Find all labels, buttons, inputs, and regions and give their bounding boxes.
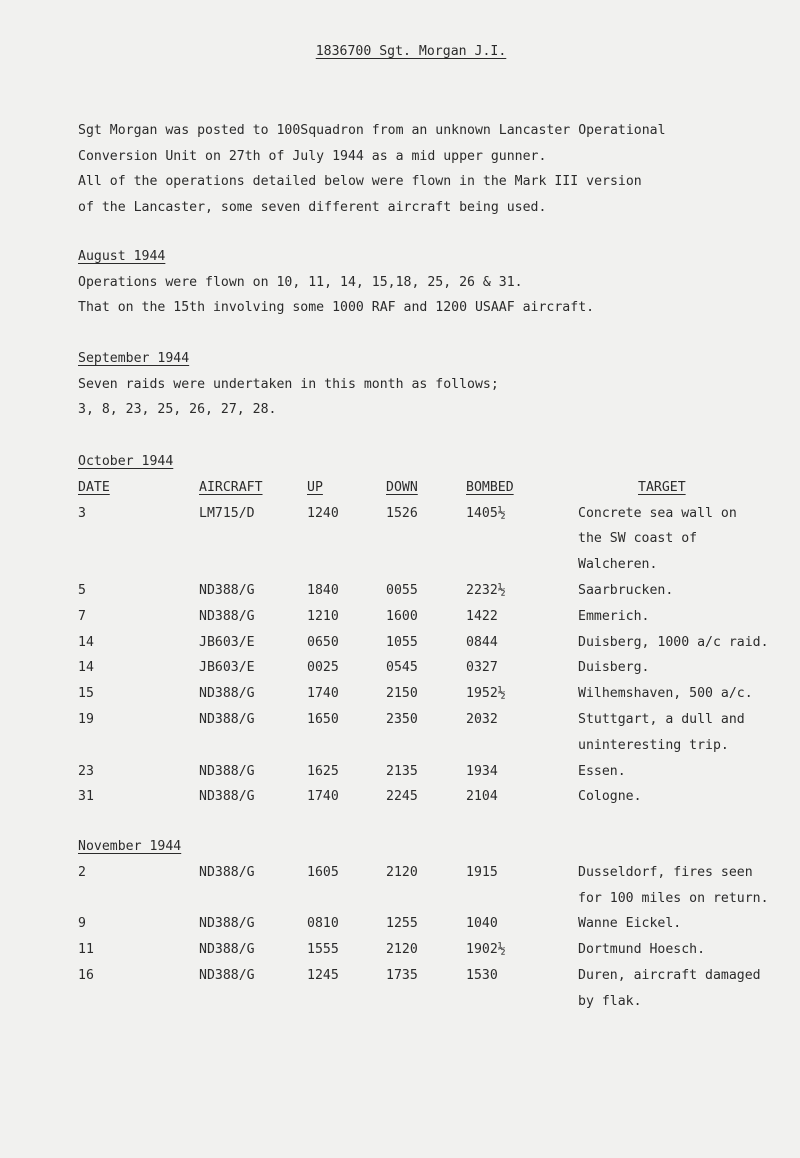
- down-cell: 0055: [386, 582, 418, 598]
- september-heading: September 1944: [78, 351, 190, 366]
- date-cell: 11: [78, 942, 94, 958]
- date-cell: 5: [78, 582, 86, 598]
- up-cell: 1240: [307, 505, 339, 521]
- aircraft-cell: ND388/G: [199, 582, 255, 598]
- table-row-continuation: [78, 526, 800, 552]
- page-title: [0, 44, 800, 59]
- aircraft-cell: ND388/G: [199, 763, 255, 779]
- bombed-cell: 0844: [466, 634, 498, 650]
- table-row: [78, 759, 800, 785]
- aircraft-cell: ND388/G: [199, 789, 255, 805]
- target-cell: Stuttgart, a dull and: [578, 711, 745, 727]
- aircraft-cell: ND388/G: [199, 967, 255, 983]
- target-cell: Concrete sea wall on: [578, 505, 737, 521]
- table-row: [78, 707, 800, 733]
- down-cell: 2120: [386, 864, 418, 880]
- september-line: Seven raids were undertaken in this month as follows;: [78, 376, 499, 392]
- target-cell: Emmerich.: [578, 608, 650, 624]
- aircraft-cell: ND388/G: [199, 864, 255, 880]
- bombed-cell: 1530: [466, 967, 498, 983]
- bombed-cell: 2032: [466, 711, 498, 727]
- table-row-continuation: [78, 989, 800, 1015]
- up-cell: 0025: [307, 660, 339, 676]
- up-cell: 0810: [307, 916, 339, 932]
- october-section: [78, 449, 800, 810]
- bombed-cell: 1934: [466, 763, 498, 779]
- date-cell: 2: [78, 864, 86, 880]
- down-cell: 2350: [386, 711, 418, 727]
- intro-line: of the Lancaster, some seven different aircraft being used.: [78, 199, 547, 215]
- october-rows: [78, 501, 800, 811]
- target-cell: Dortmund Hoesch.: [578, 942, 706, 958]
- intro-line: All of the operations detailed below were flown in the Mark III version: [78, 174, 642, 189]
- august-line: That on the 15th involving some 1000 RAF and 1200 USAAF aircraft.: [78, 300, 595, 315]
- table-row-continuation: [78, 733, 800, 759]
- date-cell: 14: [78, 634, 94, 650]
- down-cell: 2120: [386, 942, 418, 958]
- up-cell: 1650: [307, 711, 339, 727]
- intro-line: Sgt Morgan was posted to 100Squadron from an unknown Lancaster Operational: [78, 123, 666, 138]
- table-row: [78, 911, 800, 937]
- intro-paragraph: [78, 118, 778, 220]
- date-cell: 3: [78, 505, 86, 521]
- target-cell: Duren, aircraft damaged: [578, 967, 761, 983]
- down-cell: 1526: [386, 505, 418, 521]
- date-cell: 31: [78, 789, 94, 805]
- bombed-cell: 1902½: [466, 942, 506, 958]
- bombed-cell: 1405½: [466, 505, 506, 521]
- target-cell: Essen.: [578, 763, 626, 779]
- table-row: [78, 501, 800, 527]
- up-cell: 0650: [307, 634, 339, 650]
- target-cell: by flak.: [578, 993, 642, 1009]
- bombed-cell: 1915: [466, 864, 498, 880]
- aircraft-cell: ND388/G: [199, 942, 255, 958]
- table-row: [78, 860, 800, 886]
- column-header-target: TARGET: [638, 479, 686, 495]
- september-line: 3, 8, 23, 25, 26, 27, 28.: [78, 402, 277, 417]
- up-cell: 1245: [307, 967, 339, 983]
- target-cell: Duisberg.: [578, 660, 650, 676]
- target-cell: Walcheren.: [578, 557, 658, 573]
- table-row: [78, 937, 800, 963]
- table-header-row: [78, 475, 800, 501]
- column-header-bombed: BOMBED: [466, 479, 514, 495]
- aircraft-cell: JB603/E: [199, 634, 255, 650]
- intro-line: Conversion Unit on 27th of July 1944 as a mid upper gunner.: [78, 148, 547, 164]
- down-cell: 1055: [386, 634, 418, 650]
- down-cell: 2150: [386, 686, 418, 702]
- september-section: [78, 346, 778, 423]
- august-line: Operations were flown on 10, 11, 14, 15,18, 25, 26 & 31.: [78, 274, 523, 290]
- october-heading: October 1944: [78, 454, 174, 469]
- down-cell: 2135: [386, 763, 418, 779]
- november-section: [78, 834, 800, 1015]
- page-title-text: 1836700 Sgt. Morgan J.I.: [315, 44, 507, 59]
- column-header-up: UP: [307, 479, 323, 495]
- date-cell: 14: [78, 660, 94, 676]
- up-cell: 1555: [307, 942, 339, 958]
- target-cell: Duisberg, 1000 a/c raid.: [578, 634, 769, 650]
- date-cell: 7: [78, 608, 86, 624]
- table-row: [78, 784, 800, 810]
- target-cell: for 100 miles on return.: [578, 890, 769, 906]
- bombed-cell: 1422: [466, 608, 498, 624]
- bombed-cell: 0327: [466, 660, 498, 676]
- november-heading: November 1944: [78, 839, 182, 854]
- up-cell: 1740: [307, 789, 339, 805]
- table-row: [78, 655, 800, 681]
- date-cell: 19: [78, 711, 94, 727]
- up-cell: 1740: [307, 686, 339, 702]
- up-cell: 1605: [307, 864, 339, 880]
- bombed-cell: 1952½: [466, 686, 506, 702]
- aircraft-cell: LM715/D: [199, 505, 255, 521]
- table-row-continuation: [78, 552, 800, 578]
- column-header-down: DOWN: [386, 479, 418, 495]
- target-cell: the SW coast of: [578, 531, 698, 547]
- target-cell: Wanne Eickel.: [578, 916, 682, 932]
- date-cell: 16: [78, 967, 94, 983]
- table-row: [78, 963, 800, 989]
- down-cell: 1255: [386, 916, 418, 932]
- table-row: [78, 604, 800, 630]
- aircraft-cell: ND388/G: [199, 916, 255, 932]
- bombed-cell: 2232½: [466, 582, 506, 598]
- down-cell: 1600: [386, 608, 418, 624]
- down-cell: 2245: [386, 789, 418, 805]
- target-cell: Saarbrucken.: [578, 582, 674, 598]
- august-heading: August 1944: [78, 249, 166, 264]
- up-cell: 1625: [307, 763, 339, 779]
- bombed-cell: 2104: [466, 789, 498, 805]
- down-cell: 1735: [386, 967, 418, 983]
- aircraft-cell: JB603/E: [199, 660, 255, 676]
- column-header-date: DATE: [78, 479, 110, 495]
- down-cell: 0545: [386, 660, 418, 676]
- aircraft-cell: ND388/G: [199, 608, 255, 624]
- table-row: [78, 630, 800, 656]
- aircraft-cell: ND388/G: [199, 711, 255, 727]
- table-row: [78, 578, 800, 604]
- target-cell: Wilhemshaven, 500 a/c.: [578, 686, 753, 702]
- august-section: [78, 244, 778, 321]
- target-cell: Dusseldorf, fires seen: [578, 864, 753, 880]
- table-row-continuation: [78, 886, 800, 912]
- up-cell: 1210: [307, 608, 339, 624]
- date-cell: 15: [78, 686, 94, 702]
- date-cell: 23: [78, 763, 94, 779]
- november-rows: [78, 860, 800, 1015]
- target-cell: uninteresting trip.: [578, 737, 729, 753]
- date-cell: 9: [78, 916, 86, 932]
- bombed-cell: 1040: [466, 916, 498, 932]
- aircraft-cell: ND388/G: [199, 686, 255, 702]
- table-row: [78, 681, 800, 707]
- column-header-aircraft: AIRCRAFT: [199, 479, 263, 495]
- up-cell: 1840: [307, 582, 339, 598]
- target-cell: Cologne.: [578, 789, 642, 805]
